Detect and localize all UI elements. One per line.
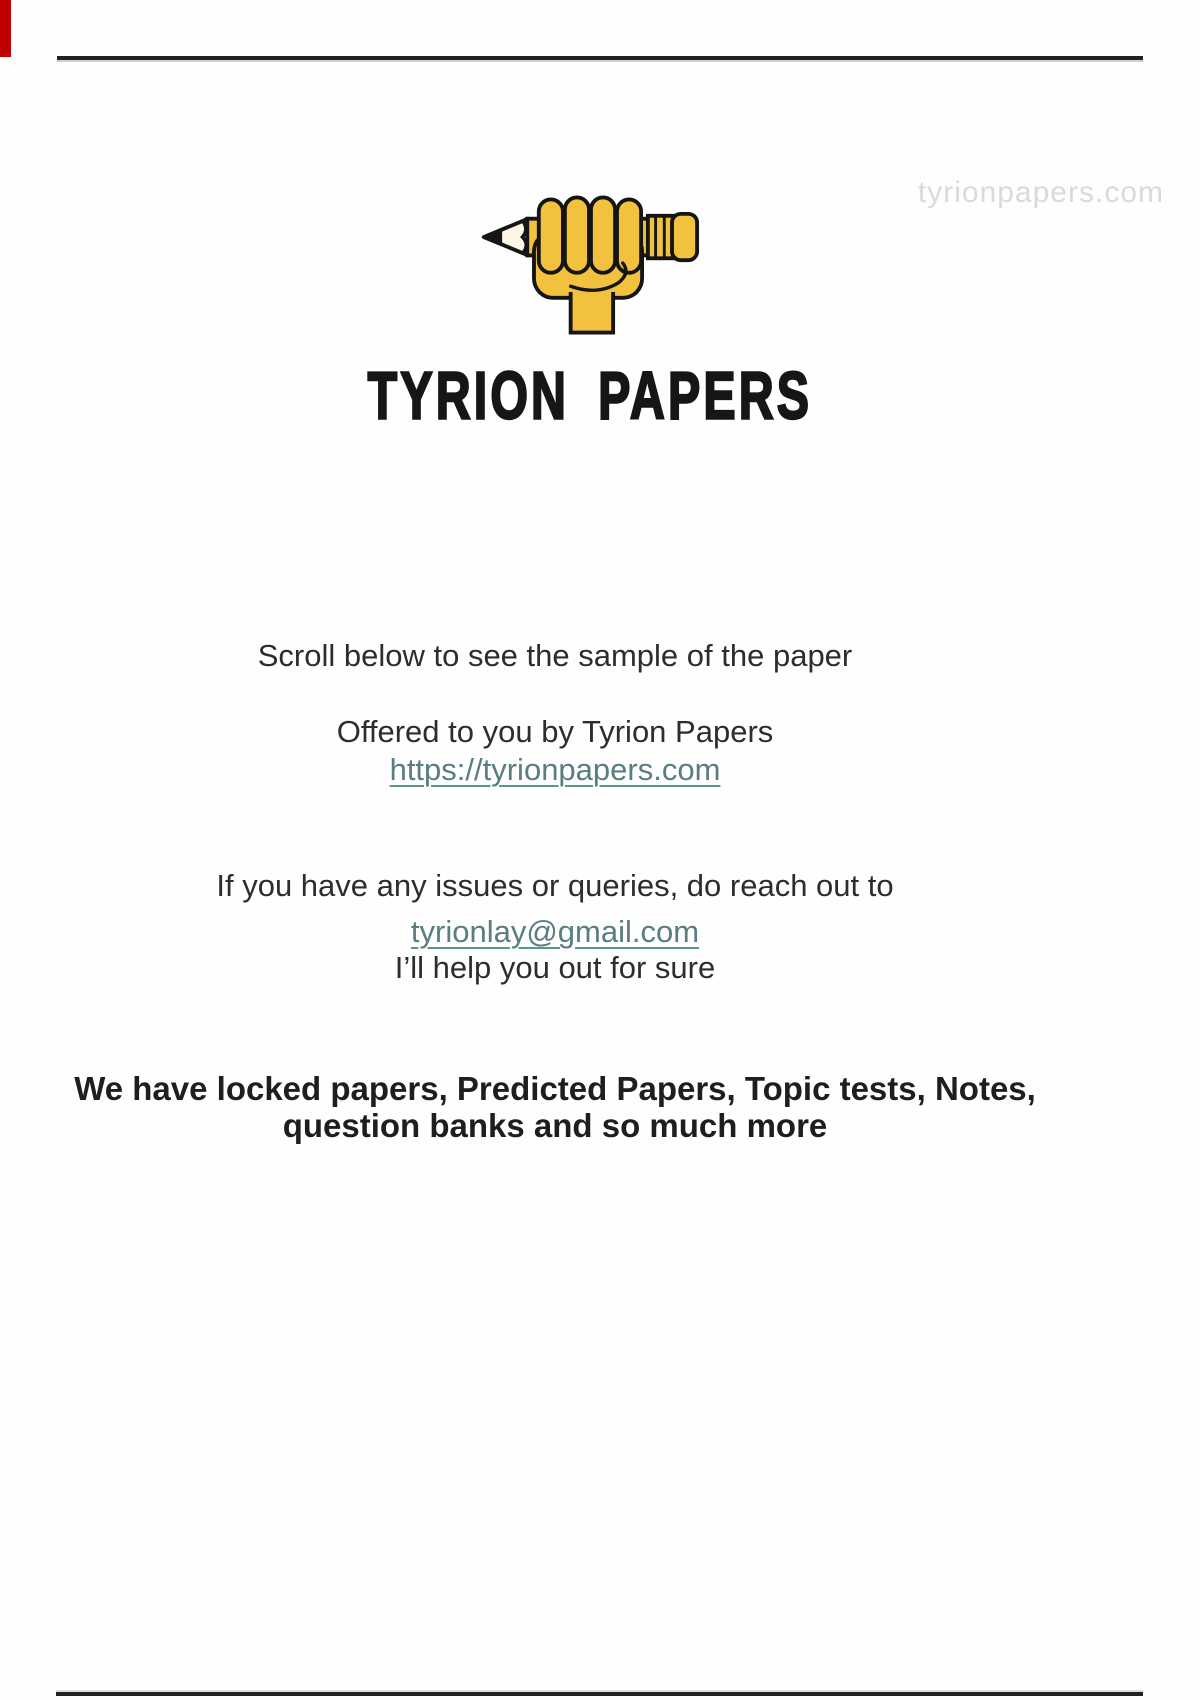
scroll-note-text: Scroll below to see the sample of the paper [257,638,853,673]
contact-intro-text: If you have any issues or queries, do reach out to [216,868,894,903]
promo-line-2: question banks and so much more [282,1107,828,1144]
promo-line-1: We have locked papers, Predicted Papers, Topic tests, Notes, [74,1070,1036,1107]
watermark-text: tyrionpapers.com [917,176,1164,209]
contact-email-link[interactable]: tyrionlay@gmail.com [410,914,700,949]
brand-wordmark: TYRION PAPERS [367,359,813,434]
website-link[interactable]: https://tyrionpapers.com [389,752,721,787]
offered-by-text: Offered to you by Tyrion Papers [336,714,774,749]
page-edge-red-mark [0,0,11,57]
top-horizontal-rule [57,56,1143,60]
promo-text [0,1070,1110,1144]
bottom-horizontal-rule [56,1692,1143,1696]
fist-holding-pencil-icon [478,192,700,340]
assurance-text: I’ll help you out for sure [394,950,716,985]
